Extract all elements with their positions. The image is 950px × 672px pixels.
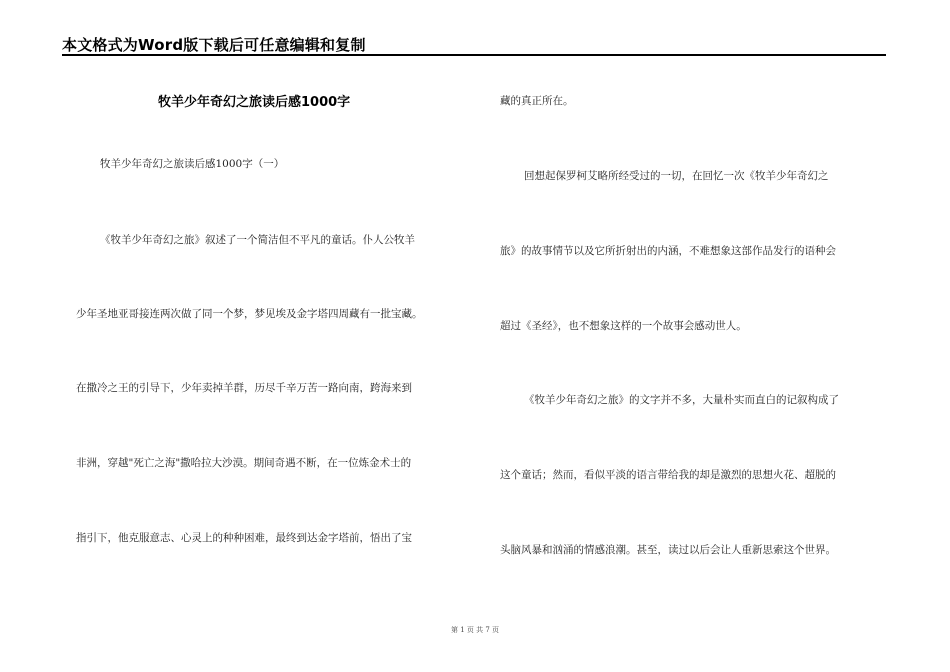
paragraph-line: 头脑风暴和汹涌的情感浪潮。甚至，读过以后会让人重新思索这个世界。 xyxy=(500,544,836,556)
paragraph-line: 在撒冷之王的引导下，少年卖掉羊群，历尽千辛万苦一路向南，跨海来到 xyxy=(76,382,412,394)
paragraph-line: 这个童话；然而，看似平淡的语言带给我的却是激烈的思想火花、超脱的 xyxy=(500,469,836,481)
paragraph-line: 旅》的故事情节以及它所折射出的内涵，不难想象这部作品发行的语种会 xyxy=(500,245,836,257)
paragraph-line: 藏的真正所在。 xyxy=(500,95,574,107)
paragraph-line: 回想起保罗柯艾略所经受过的一切，在回忆一次《牧羊少年奇幻之 xyxy=(524,170,829,182)
page-header-text: 本文格式为Word版下载后可任意编辑和复制 xyxy=(62,36,366,54)
paragraph-line: 非洲，穿越"死亡之海"撒哈拉大沙漠。期间奇遇不断，在一位炼金术士的 xyxy=(76,457,412,469)
document-title: 牧羊少年奇幻之旅读后感1000字 xyxy=(158,95,351,110)
page-number-footer: 第 1 页 共 7 页 xyxy=(450,626,500,634)
paragraph-line: 《牧羊少年奇幻之旅》叙述了一个简洁但不平凡的童话。仆人公牧羊 xyxy=(100,234,415,246)
subtitle-line: 牧羊少年奇幻之旅读后感1000字（一） xyxy=(100,158,285,170)
paragraph-line: 超过《圣经》，也不想象这样的一个故事会感动世人。 xyxy=(500,320,747,332)
paragraph-line: 《牧羊少年奇幻之旅》的文字并不多，大量朴实而直白的记叙构成了 xyxy=(524,394,839,406)
paragraph-line: 指引下，他克服意志、心灵上的种种困难，最终到达金字塔前，悟出了宝 xyxy=(76,532,412,544)
paragraph-line: 少年圣地亚哥接连两次做了同一个梦，梦见埃及金字塔四周藏有一批宝藏。 xyxy=(76,308,423,320)
header-divider xyxy=(62,54,886,56)
